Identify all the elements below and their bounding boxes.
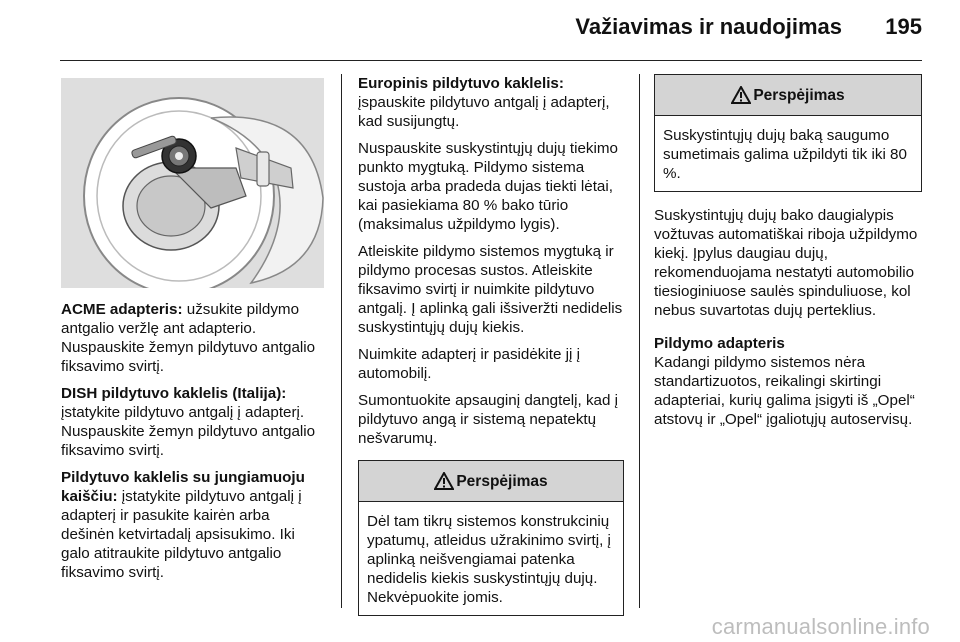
column-divider-right — [639, 74, 640, 608]
warning-triangle-icon — [434, 472, 454, 490]
warning-header — [655, 75, 921, 116]
paragraph-euro-filler-neck: Europinis pildytuvo kaklelis: įspauskite pildytuvo antgalį į adapterį, kad susijungtų. — [358, 75, 610, 130]
paragraph: Nuimkite adapterį ir pasidėkite jį į automobilį. — [358, 346, 580, 382]
warning-header — [359, 461, 623, 502]
paragraph-filling-adapter: Pildymo adapteris Kadangi pildymo sistemos nėra standartizuotos, reikalingi skirtingi adapteriai, kurių galima įsigyti iš „Opel“ atstovų ir „Opel“ įgaliotųjų autoservisų. — [654, 334, 922, 429]
paragraph-lead: ACME adapteris: — [61, 301, 183, 318]
column-divider-left — [341, 74, 342, 608]
column-middle — [358, 74, 624, 616]
paragraph-dish-filler-neck: DISH pildytuvo kaklelis (Italija): įstatykite pildytuvo antgalį į adapterį. Nuspauskite žemyn pildytuvo antgalio fiksavimo svirtį. — [61, 385, 316, 459]
header-title: Važiavimas ir naudojimas — [575, 14, 842, 39]
warning-body: Suskystintųjų dujų baką saugumo sumetimais galima užpildyti tik iki 80 %. — [663, 127, 907, 182]
warning-title: Perspėjimas — [456, 472, 548, 490]
watermark: carmanualsonline.info — [711, 614, 930, 639]
fuel-filler-adapter-illustration — [61, 78, 324, 288]
page-number: 195 — [885, 14, 922, 39]
warning-box — [358, 460, 624, 616]
paragraph: Nuspauskite suskystintųjų dujų tiekimo punkto mygtuką. Pildymo sistema sustoja arba pradeda dujas tiekti lėtai, kai pasiekiama 80 % bako tūrio (maksimalus užpildymo lygis). — [358, 140, 618, 233]
paragraph-bayonet-filler-neck: Pildytuvo kaklelis su jungiamuoju kaiščiu: įstatykite pildytuvo antgalį į adapterį ir pasukite kairėn arba dešinėn ketvirtadalį apsisukimo. Iki galo atitraukite pildytuvo antgalio fiksavimo svirtį. — [61, 469, 305, 581]
paragraph-acme-adapter: ACME adapteris: užsukite pildymo antgalio veržlę ant adapterio. Nuspauskite žemyn pildytuvo antgalio fiksavimo svirtį. — [61, 301, 316, 375]
column-right — [654, 74, 922, 437]
paragraph-lead: Pildymo adapteris — [654, 335, 785, 352]
warning-body: Dėl tam tikrų sistemos konstrukcinių ypatumų, atleidus užrakinimo svirtį, į aplinką neišvengiamai patenka nedidelis kiekis suskystintųjų dujų. Nekvėpuokite jomis. — [367, 513, 611, 606]
paragraph-lead: Europinis pildytuvo kaklelis: — [358, 75, 564, 92]
paragraph: Atleiskite pildymo sistemos mygtuką ir pildymo procesas sustos. Atleiskite fiksavimo svirtį ir nuimkite pildytuvo antgalį. Į aplinką gali išsiveržti nedidelis suskystintųjų dujų kiekis. — [358, 243, 623, 336]
paragraph-lead: Pildytuvo kaklelis su jungiamuoju kaiščiu: — [61, 469, 305, 505]
header-rule — [60, 60, 922, 61]
paragraph: Sumontuokite apsauginį dangtelį, kad į pildytuvo angą ir sistemą nepatektų nešvarumų. — [358, 392, 619, 447]
warning-triangle-icon — [731, 86, 751, 104]
paragraph: Suskystintųjų dujų bako daugialypis vožtuvas automatiškai riboja užpildymo kiekį. Įpylus daugiau dujų, rekomenduojama nestatyti automobilio tiesioginiuose saulės spinduliuose, kol nebus suvartotas dujų perteklius. — [654, 207, 918, 319]
paragraph-lead: DISH pildytuvo kaklelis (Italija): — [61, 385, 287, 402]
warning-box — [654, 74, 922, 192]
warning-title: Perspėjimas — [753, 86, 845, 104]
